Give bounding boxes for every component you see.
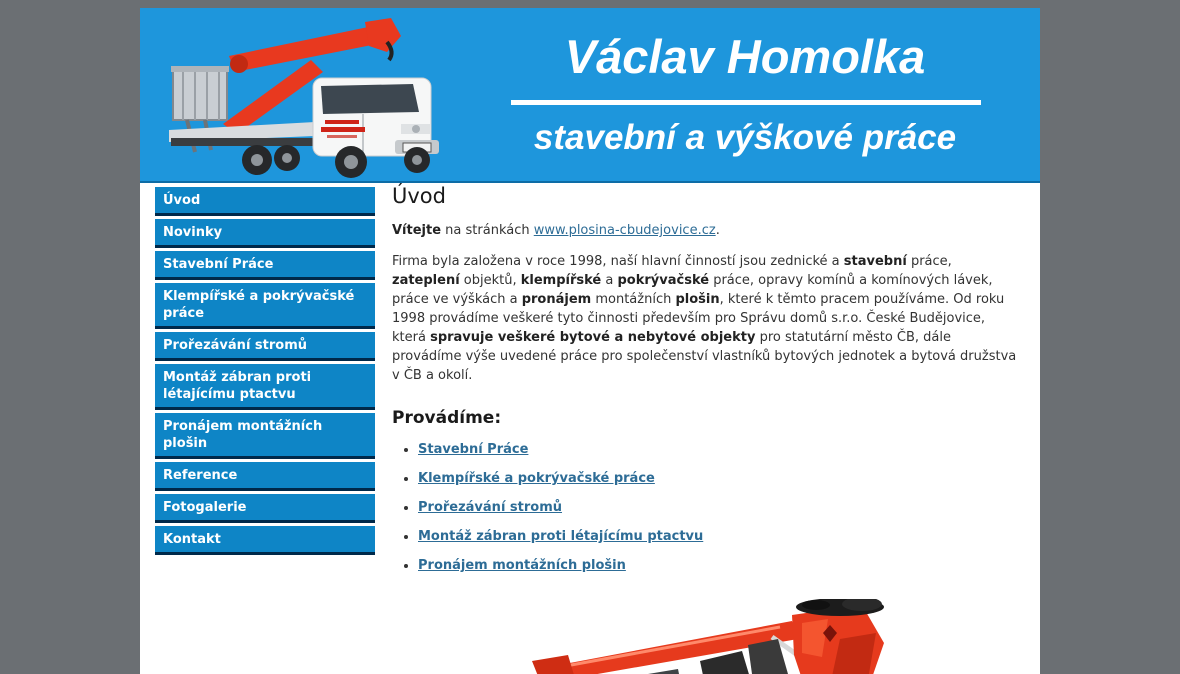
main-content [392,183,1040,674]
title-divider [511,100,981,105]
site-title: Václav Homolka [564,30,926,83]
intro-text-bold: pronájem [521,292,592,307]
boom-lift-photo [510,599,902,674]
list-item [418,442,1020,458]
intro-text-bold: stavební [843,254,907,269]
service-link-pronajem-plosin[interactable]: Pronájem montážních plošin [418,558,626,573]
sidebar-item-kontakt[interactable]: Kontakt [155,526,375,555]
intro-text: , které k těmto pracem používáme. Od roku 1998 provádíme veškeré tyto činnosti především pro Správu domů s.r.o. České Budějovice, která [392,292,1005,345]
intro-text: pro statutární město ČB, dále provádíme výše uvedené práce pro společenství vlastníků bytových jednotek a bytová družstva v ČB a okolí. [392,330,1017,383]
intro-text-bold: spravuje veškeré bytové a nebytové objekty [430,330,756,345]
page-title: Úvod [392,184,446,208]
intro-text-bold: pokrývačské [617,273,710,288]
service-link-stavebni-prace[interactable]: Stavební Práce [418,442,529,457]
intro-text-bold: zateplení [392,273,460,288]
sidebar-nav [155,187,375,558]
header-banner [140,8,1040,183]
sidebar-item-montaz-zabran[interactable]: Montáž zábran proti létajícímu ptactvu [155,364,375,410]
truck-photo [165,12,447,182]
services-heading: Provádíme: [392,408,502,428]
intro-text: Firma byla založena v roce 1998, naší hlavní činností jsou zednické a [392,254,844,269]
sidebar-item-stavebni-prace[interactable]: Stavební Práce [155,251,375,280]
sidebar-item-uvod[interactable]: Úvod [155,187,375,216]
list-item [418,558,1020,574]
sidebar-item-novinky[interactable]: Novinky [155,219,375,248]
intro-paragraph [392,252,1020,385]
body-row [140,183,1040,674]
list-item [418,471,1020,487]
service-link-prorezavani-stromu[interactable]: Prořezávání stromů [418,500,563,515]
welcome-line [392,223,1020,238]
intro-text-bold: plošin [675,292,720,307]
welcome-end: . [715,223,720,238]
service-link-klempirske-a-pokryvacske-prace[interactable]: Klempířské a pokrývačské práce [418,471,655,486]
services-list [392,442,1020,574]
intro-text: objektů, [459,273,521,288]
intro-text: a [601,273,618,288]
sidebar-item-pronajem-plosin[interactable]: Pronájem montážních plošin [155,413,375,459]
site-page [140,8,1040,674]
welcome-middle: na stránkách [441,223,534,238]
sidebar-item-reference[interactable]: Reference [155,462,375,491]
intro-text-bold: klempířské [520,273,602,288]
intro-text: práce, opravy komínů a komínových lávek, práce ve výškách a [392,273,993,307]
intro-text: práce, [906,254,952,269]
list-item [418,500,1020,516]
intro-text: montážních [591,292,676,307]
service-link-montaz-zabran[interactable]: Montáž zábran proti létajícímu ptactvu [418,529,704,544]
list-item [418,529,1020,545]
sidebar-item-klempirske-a-pokryvacske-prace[interactable]: Klempířské a pokrývačské práce [155,283,375,329]
brand-block [505,28,985,159]
welcome-bold: Vítejte [392,223,442,238]
sidebar-item-fotogalerie[interactable]: Fotogalerie [155,494,375,523]
sidebar-item-prorezavani-stromu[interactable]: Prořezávání stromů [155,332,375,361]
homepage-url-link[interactable]: www.plosina-cbudejovice.cz [533,223,716,238]
site-subtitle: stavební a výškové práce [533,118,957,157]
